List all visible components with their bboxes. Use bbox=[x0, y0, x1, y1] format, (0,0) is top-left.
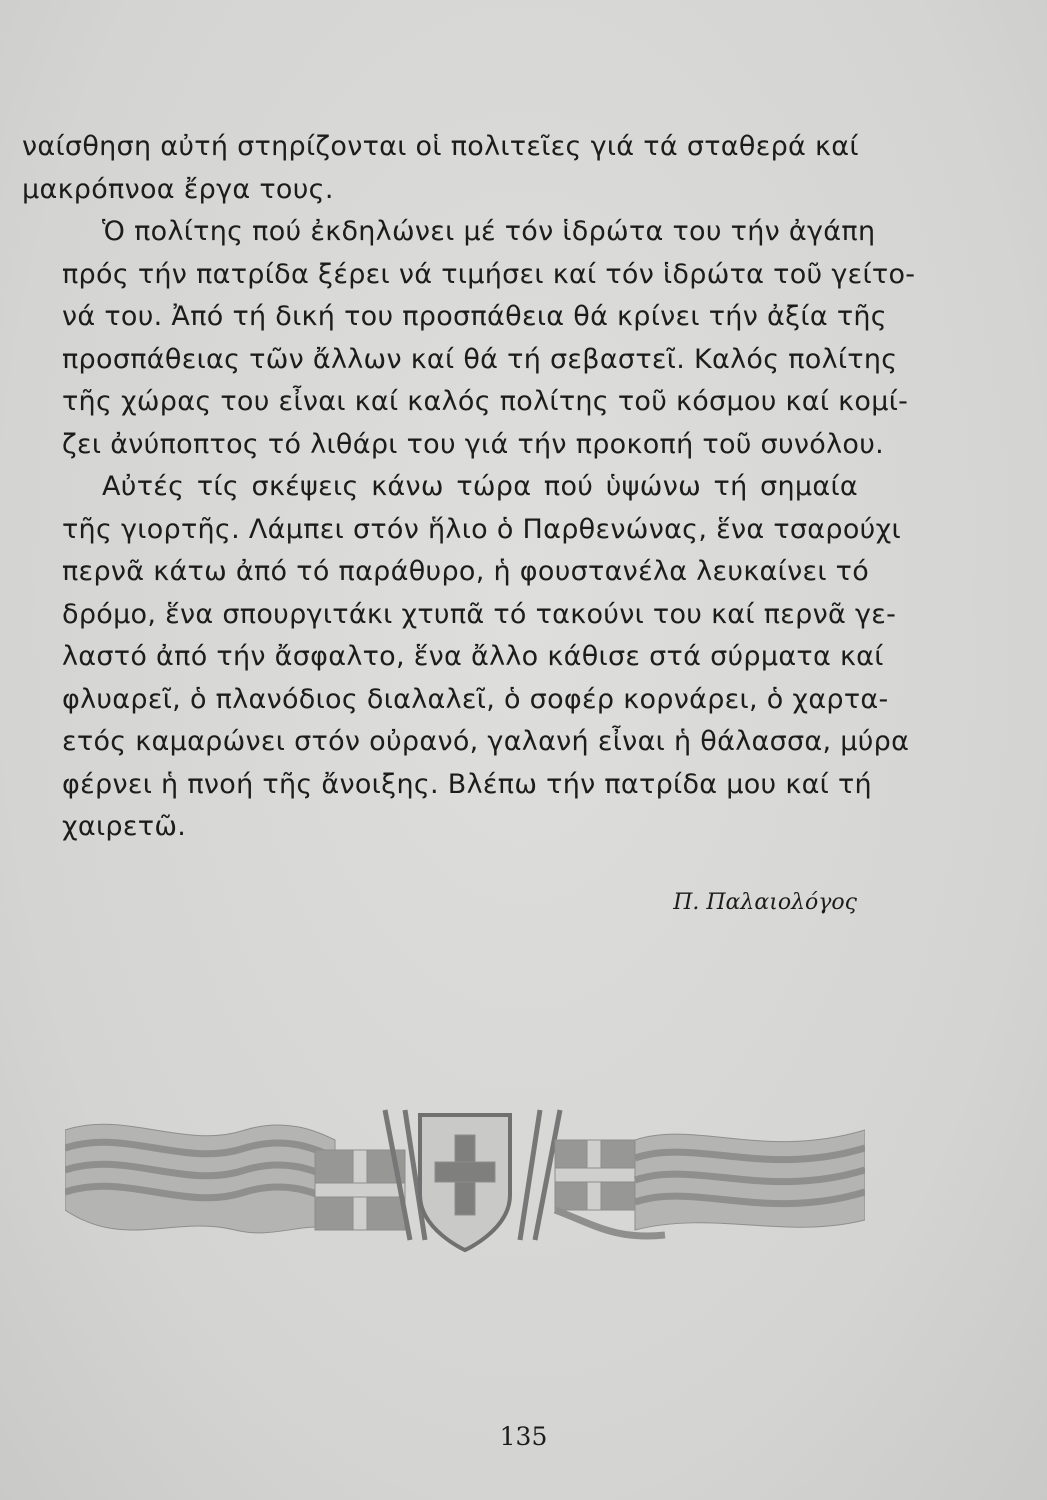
paragraph-1 bbox=[22, 126, 858, 211]
greek-flags-emblem-icon bbox=[65, 1090, 865, 1270]
text-line: λαστό ἀπό τήν ἄσφαλτο, ἕνα ἄλλο κάθισε στά σύρματα καί bbox=[62, 641, 884, 672]
text-line: ζει ἀνύποπτος τό λιθάρι του γιά τήν προκοπή τοῦ συνόλου. bbox=[62, 428, 885, 460]
text-line: πρός τήν πατρίδα ξέρει νά τιμήσει καί τόν ἱδρώτα τοῦ γείτο- bbox=[62, 258, 916, 290]
text-line: νά του. Ἀπό τή δική του προσπάθεια θά κρίνει τήν ἀξία τῆς bbox=[62, 301, 887, 332]
text-line: φλυαρεῖ, ὁ πλανόδιος διαλαλεῖ, ὁ σοφέρ κορνάρει, ὁ χαρτα- bbox=[62, 683, 889, 715]
author-signature: Π. Παλαιολόγος bbox=[673, 890, 857, 915]
text-line: φέρνει ἡ πνοή τῆς ἄνοιξης. Βλέπω τήν πατρίδα μου καί τή bbox=[62, 768, 872, 800]
text-line: δρόμο, ἕνα σπουργιτάκι χτυπᾶ τό τακούνι του καί περνᾶ γε- bbox=[62, 598, 897, 630]
text-line: τῆς χώρας του εἶναι καί καλός πολίτης τοῦ κόσμου καί κομί- bbox=[62, 386, 909, 417]
paragraph-3 bbox=[22, 466, 910, 849]
text-line: προσπάθειας τῶν ἄλλων καί θά τή σεβαστεῖ. Καλός πολίτης bbox=[62, 343, 898, 375]
body-text bbox=[22, 126, 916, 849]
page-number: 135 bbox=[499, 1422, 548, 1451]
text-line: μακρόπνοα ἔργα τους. bbox=[22, 173, 334, 205]
paragraph-2 bbox=[22, 211, 916, 466]
text-line: Ὁ πολίτης πού ἐκδηλώνει μέ τόν ἱδρώτα του τήν ἀγάπη bbox=[102, 216, 876, 247]
text-line: Αὐτές τίς σκέψεις κάνω τώρα πού ὑψώνω τή σημαία bbox=[102, 471, 858, 502]
text-line: περνᾶ κάτω ἀπό τό παράθυρο, ἡ φουστανέλα λευκαίνει τό bbox=[62, 556, 870, 587]
text-line: ναίσθηση αὐτή στηρίζονται οἱ πολιτεῖες γιά τά σταθερά καί bbox=[22, 131, 859, 162]
text-line: χαιρετῶ. bbox=[62, 811, 187, 842]
text-line: ετός καμαρώνει στόν οὐρανό, γαλανή εἶναι ἡ θάλασσα, μύρα bbox=[62, 726, 910, 757]
text-line: τῆς γιορτῆς. Λάμπει στόν ἥλιο ὁ Παρθενώνας, ἕνα τσαρούχι bbox=[62, 513, 901, 545]
